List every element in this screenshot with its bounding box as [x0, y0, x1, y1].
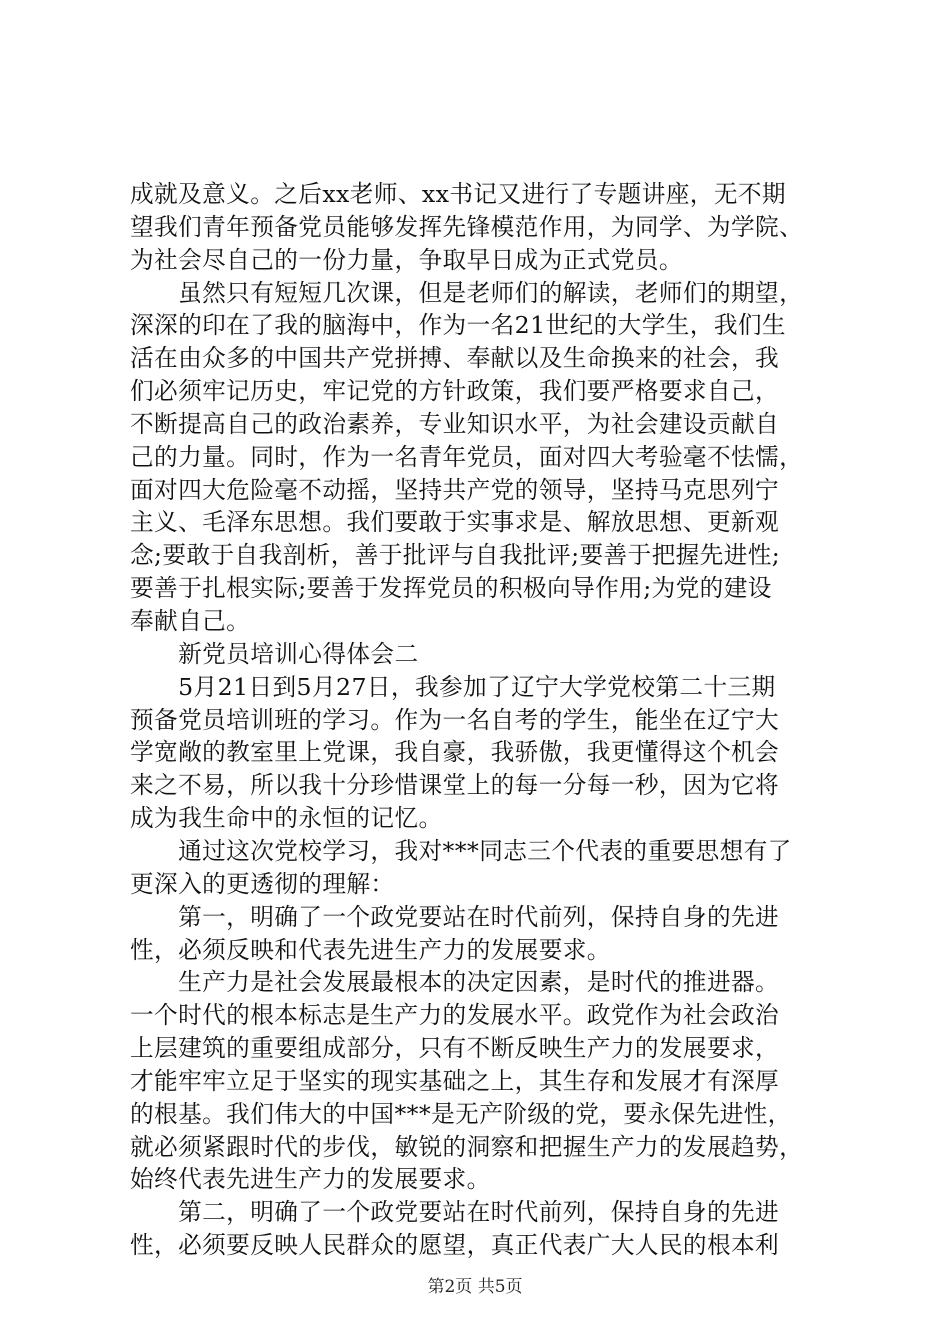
- body-line: 望我们青年预备党员能够发挥先锋模范作用，为同学、为学院、: [130, 212, 804, 241]
- body-line: 预备党员培训班的学习。作为一名自考的学生，能坐在辽宁大: [130, 705, 780, 734]
- body-line: 们必须牢记历史，牢记党的方针政策，我们要严格要求自己，: [130, 377, 780, 406]
- body-line: 更深入的更透彻的理解：: [130, 869, 395, 898]
- body-line: 成为我生命中的永恒的记忆。: [130, 804, 443, 833]
- body-line: 才能牢牢立足于坚实的现实基础之上，其生存和发展才有深厚: [130, 1066, 780, 1095]
- section-heading: 新党员培训心得体会二: [130, 639, 419, 668]
- body-line: 己的力量。同时，作为一名青年党员，面对四大考验毫不怯懦，: [130, 442, 804, 471]
- body-line: 性，必须要反映人民群众的愿望，真正代表广大人民的根本利: [130, 1231, 780, 1260]
- body-line: 学宽敞的教室里上党课，我自豪，我骄傲，我更懂得这个机会: [130, 738, 780, 767]
- body-line: 虽然只有短短几次课，但是老师们的解读，老师们的期望，: [130, 278, 804, 307]
- page-number: 第2页 共5页: [427, 1277, 523, 1297]
- body-line: 通过这次党校学习，我对***同志三个代表的重要思想有了: [130, 836, 792, 865]
- body-line: 主义、毛泽东思想。我们要敢于实事求是、解放思想、更新观: [130, 508, 780, 537]
- body-line: 为社会尽自己的一份力量，争取早日成为正式党员。: [130, 245, 683, 274]
- body-line: 不断提高自己的政治素养，专业知识水平，为社会建设贡献自: [130, 409, 780, 438]
- body-line: 奉献自己。: [130, 607, 251, 636]
- body-line: 来之不易，所以我十分珍惜课堂上的每一分每一秒，因为它将: [130, 771, 780, 800]
- body-line: 上层建筑的重要组成部分，只有不断反映生产力的发展要求，: [130, 1034, 780, 1063]
- body-line: 第二，明确了一个政党要站在时代前列，保持自身的先进: [130, 1198, 780, 1227]
- body-line: 念;要敢于自我剖析，善于批评与自我批评;要善于把握先进性;: [130, 541, 781, 570]
- body-line: 就必须紧跟时代的步伐，敏锐的洞察和把握生产力的发展趋势，: [130, 1132, 804, 1161]
- body-line: 活在由众多的中国共产党拼搏、奉献以及生命换来的社会，我: [130, 344, 780, 373]
- body-line: 5月21日到5月27日，我参加了辽宁大学党校第二十三期: [130, 672, 776, 701]
- body-line: 成就及意义。之后xx老师、xx书记又进行了专题讲座，无不期: [130, 180, 786, 208]
- body-line: 要善于扎根实际;要善于发挥党员的积极向导作用;为党的建设: [130, 574, 772, 603]
- body-line: 面对四大危险毫不动摇，坚持共产党的领导，坚持马克思列宁: [130, 475, 780, 504]
- body-line: 深深的印在了我的脑海中，作为一名21世纪的大学生，我们生: [130, 311, 786, 340]
- body-line: 第一，明确了一个政党要站在时代前列，保持自身的先进: [130, 902, 780, 931]
- body-line: 生产力是社会发展最根本的决定因素，是时代的推进器。: [130, 968, 780, 997]
- body-line: 的根基。我们伟大的中国***是无产阶级的党，要永保先进性，: [130, 1099, 792, 1128]
- body-line: 始终代表先进生产力的发展要求。: [130, 1165, 491, 1194]
- body-line: 性，必须反映和代表先进生产力的发展要求。: [130, 935, 611, 964]
- body-line: 一个时代的根本标志是生产力的发展水平。政党作为社会政治: [130, 1001, 780, 1030]
